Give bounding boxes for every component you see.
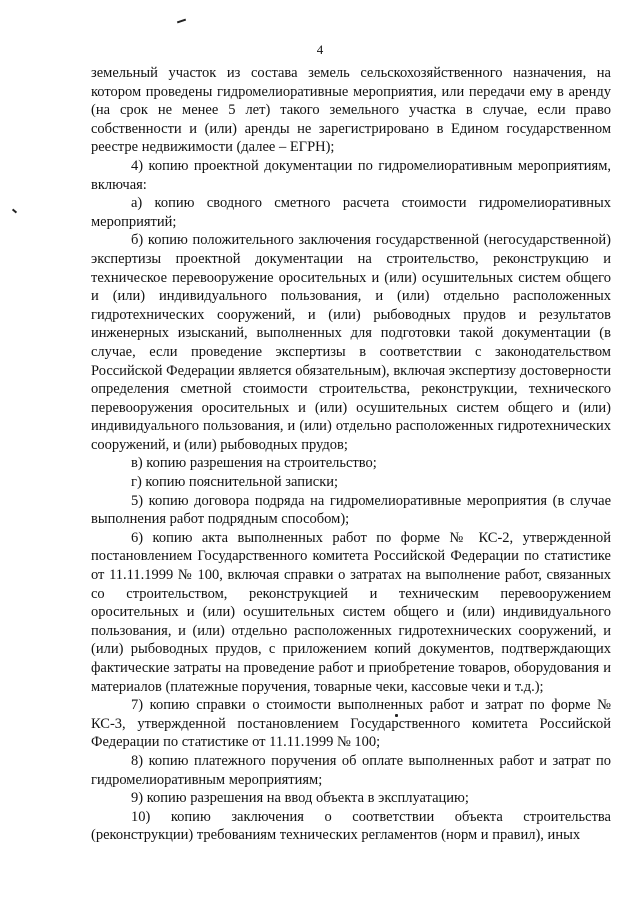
paragraph-continuation: земельный участок из состава земель сельскохозяйственного назначения, на котором проведены гидромелиоративные мероприятия, или передачи ему в аренду (на срок не менее 5 лет) такого земельного участка в случае, если право собственности и (или) аренды не зарегистрировано в Едином государственном реестре недвижимости (далее – ЕГРН);: [91, 65, 611, 156]
paragraph-item-4v: в) копию разрешения на строительство;: [131, 455, 377, 472]
paragraph-item-4g: г) копию пояснительной записки;: [131, 474, 339, 491]
paragraph-item-5: 5) копию договора подряда на гидромелиоративные мероприятия (в случае выполнения работ подрядным способом);: [91, 492, 611, 528]
paragraph-item-8: 8) копию платежного поручения об оплате выполненных работ и затрат по гидромелиоративным мероприятиям;: [91, 752, 611, 788]
paragraph-item-6: 6) копию акта выполненных работ по форме № КС-2, утвержденной постановлением Государственного комитета Российской Федерации по статистике от 11.11.1999 № 100, включая справки о затратах на выполнение работ, связанных со строительством, реконструкцией и техническим перевооружением оросительных и (или) осушительных систем общего и (или) индивидуального пользования, и (или) отдельно расположенных гидротехнических сооружений, и (или) рыбоводных прудов, с приложением копий документов, подтверждающих фактические затраты на проведение работ и приобретение товаров, оборудования и материалов (платежные поручения, товарные чеки, кассовые чеки и т.д.);: [91, 529, 611, 695]
paragraph-item-4b: б) копию положительного заключения государственной (негосударственной) экспертизы проектной документации на строительство, реконструкцию и техническое перевооружение оросительных и (или) осушительных систем общего и (или) индивидуального пользования, и (или) отдельно расположенных гидротехнических сооружений, и (или) рыбоводных прудов и результатов инженерных изысканий, выполненных для подготовки такой документации (в случае, если проведение экспертизы в соответствии с законодательством Российской Федерации является обязательным), включая экспертизу достоверности определения сметной стоимости строительства, реконструкции, технического перевооружения оросительных и (или) осушительных систем общего и (или) индивидуального пользования, и (или) отдельно расположенных гидротехнических сооружений, и (или) рыбоводных прудов;: [91, 232, 611, 453]
page-number: 4: [316, 42, 324, 57]
paragraph-item-4: 4) копию проектной документации по гидромелиоративным мероприятиям, включая:: [91, 157, 611, 193]
pen-mark: [177, 19, 186, 24]
paragraph-item-7: 7) копию справки о стоимости выполненных работ и затрат по форме № КС-3, утвержденной постановлением Государственного комитета Российской Федерации по статистике от 11.11.1999 № 100;: [91, 697, 611, 751]
paragraph-item-4a: а) копию сводного сметного расчета стоимости гидромелиоративных мероприятий;: [91, 195, 611, 230]
paragraph-item-10: 10) копию заключения о соответствии объекта строительства (реконструкции) требованиям технических регламентов (норм и правил), иных: [91, 808, 611, 844]
document-body: [91, 64, 611, 845]
pen-mark: [12, 209, 17, 214]
paragraph-item-9: 9) копию разрешения на ввод объекта в эксплуатацию;: [131, 790, 469, 807]
